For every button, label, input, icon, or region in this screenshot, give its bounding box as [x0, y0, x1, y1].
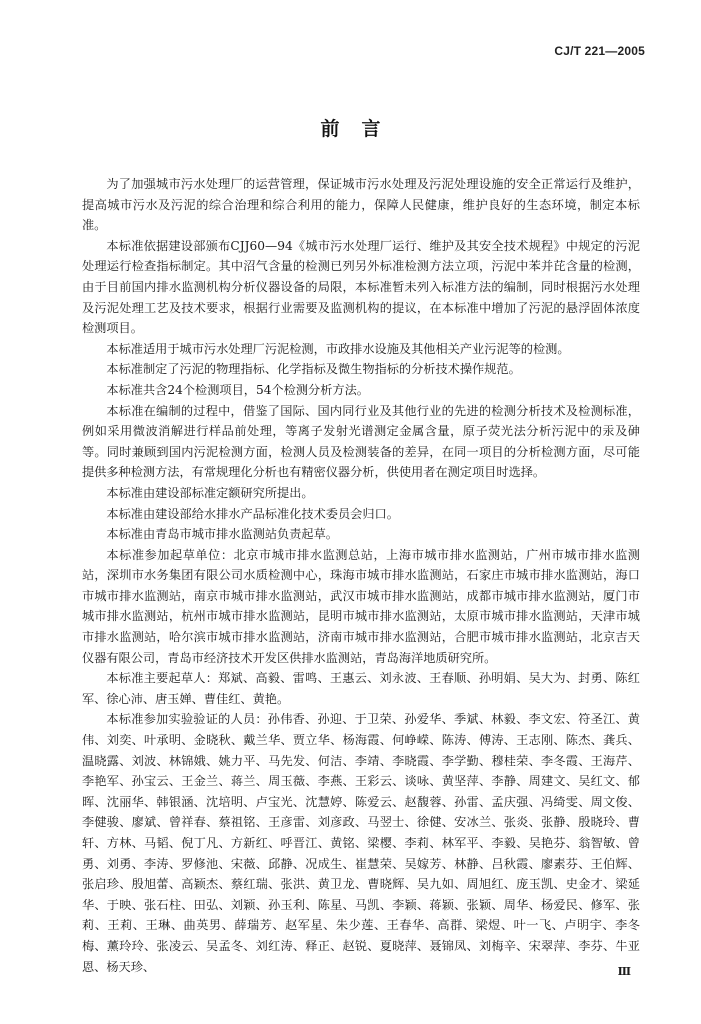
- page-number: Ⅲ: [617, 965, 631, 978]
- paragraph: 本标准在编制的过程中，借鉴了国际、国内同行业及其他行业的先进的检测分析技术及检测标准，例如采用微波消解进行样品前处理，等离子发射光谱测定金属含量，原子荧光法分析污泥中的汞及砷等。同时兼顾到国内污泥检测方面，检测人员及检测装备的差异，在同一项目的分析检测方面，尽可能提供多种检测方法，有常规理化分析也有精密仪器分析，供使用者在测定项目时选择。: [82, 403, 640, 480]
- paragraph: 本标准主要起草人：郑斌、高毅、雷鸣、王惠云、刘永波、王春顺、孙明娟、吴大为、封勇、陈红军、徐心沛、唐玉婵、曹佳红、黄艳。: [82, 671, 640, 706]
- paragraph: 本标准由青岛市城市排水监测站负责起草。: [106, 527, 338, 542]
- paragraph: 本标准共含24个检测项目，54个检测分析方法。: [106, 382, 369, 397]
- body-text: [82, 174, 640, 977]
- paragraph: 本标准由建设部给水排水产品标准化技术委员会归口。: [106, 506, 399, 521]
- paragraph: 本标准参加实验验证的人员：孙伟香、孙迎、于卫荣、孙爱华、季斌、林毅、李文宏、符圣江、黄伟、刘奕、叶承明、金晓秋、戴兰华、贾立华、杨海霞、何峥嵘、陈涛、傅涛、王志刚、陈杰、龚兵、温晓露、刘波、林锦娥、姚力平、马先发、何洁、李靖、李晓霞、李学勤、穆桂荣、李冬霞、王海芹、李艳军、孙宝云、王金兰、蒋兰、周玉薇、李燕、王彩云、谈咏、黄坚萍、李静、周建文、吴红文、郁晖、沈丽华、韩银涵、沈培明、卢宝光、沈慧婷、陈爱云、赵馥蓉、孙雷、孟庆强、冯绮雯、周文俊、李健骏、廖斌、曾祥春、蔡祖铭、王彦雷、刘彦政、马翌士、徐健、安冰兰、张炎、张静、殷晓玲、曹轩、方林、马韬、倪丁凡、方新红、呼晋江、黄铭、梁樱、李莉、林军平、李毅、吴艳芬、翁智敏、曾勇、刘勇、李涛、罗修池、宋薇、邱静、况成生、崔慧荣、吴嫁芳、林静、吕秋霞、廖素芬、王伯辉、张启珍、殷旭蕾、高颖杰、蔡红瑞、张洪、黄卫龙、曹晓辉、吴九如、周旭红、庞玉凯、史金才、梁延华、于映、张石柱、田弘、刘颖、孙玉利、陈星、马凯、李颖、蒋颖、张颖、周华、杨爱民、修军、张莉、王莉、王琳、曲英男、薛瑞芳、赵军星、朱少莲、王春华、高群、梁煜、叶一飞、卢明宇、李冬梅、薰玲玲、张凌云、吴孟冬、刘红涛、释正、赵锐、夏晓萍、聂锦凤、刘梅辛、宋翠萍、李芬、牛亚恩、杨天珍、: [82, 712, 640, 974]
- paragraph: 本标准依据建设部颁布CJJ60—94《城市污水处理厂运行、维护及其安全技术规程》中规定的污泥处理运行检查指标制定。其中沼气含量的检测已列另外标准检测方法立项，污泥中苯并芘含量的检测，由于目前国内排水监测机构分析仪器设备的局限，本标准暂未列入标准方法的编制，同时根据污水处理及污泥处理工艺及技术要求，根据行业需要及监测机构的提议，在本标准中增加了污泥的悬浮固体浓度检测项目。: [82, 238, 640, 336]
- paragraph: 为了加强城市污水处理厂的运营管理，保证城市污水处理及污泥处理设施的安全正常运行及维护，提高城市污水及污泥的综合治理和综合利用的能力，保障人民健康，维护良好的生态环境，制定本标准。: [82, 177, 640, 233]
- paragraph: 本标准适用于城市污水处理厂污泥检测，市政排水设施及其他相关产业污泥等的检测。: [106, 341, 570, 356]
- paragraph: 本标准参加起草单位：北京市城市排水监测总站，上海市城市排水监测站，广州市城市排水监测站，深圳市水务集团有限公司水质检测中心，珠海市城市排水监测站，石家庄市城市排水监测站，海口市城市排水监测站，南京市城市排水监测站，武汉市城市排水监测站，成都市城市排水监测站，厦门市城市排水监测站，杭州市城市排水监测站，昆明市城市排水监测站，太原市城市排水监测站，天津市城市排水监测站，哈尔滨市城市排水监测站，济南市城市排水监测站，合肥市城市排水监测站，北京吉天仪器有限公司，青岛市经济技术开发区供排水监测站，青岛海洋地质研究所。: [82, 547, 640, 665]
- paragraph: 本标准由建设部标准定额研究所提出。: [106, 485, 314, 500]
- section-title: 前言: [320, 118, 403, 140]
- paragraph: 本标准制定了污泥的物理指标、化学指标及微生物指标的分析技术操作规范。: [106, 362, 521, 377]
- standard-code: CJ/T 221—2005: [554, 44, 645, 58]
